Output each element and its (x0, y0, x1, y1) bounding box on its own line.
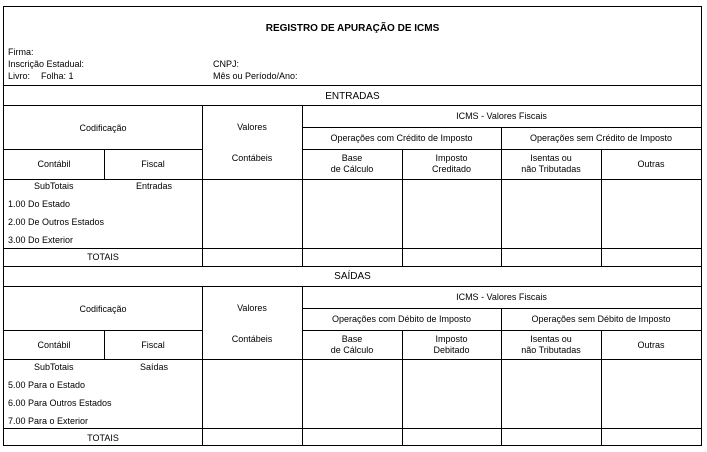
divider (4, 149, 202, 150)
imposto-creditado-header: Imposto Creditado (431, 153, 472, 174)
isentas-header: Isentas ou não Tributadas (521, 334, 581, 355)
subtotais-label: SubTotais (34, 181, 74, 191)
entradas-section-title: ENTRADAS (325, 91, 380, 102)
divider (501, 308, 502, 446)
operacoes-sem-debito-header: Operações sem Débito de Imposto (531, 314, 671, 324)
table-row: 6.00 Para Outros Estados (8, 398, 112, 408)
totais-label: TOTAIS (87, 433, 119, 443)
base-calculo-header: Base de Cálculo (330, 334, 374, 355)
valores-header: Valores (237, 122, 267, 132)
totais-label: TOTAIS (87, 252, 119, 262)
valores-header: Valores (237, 303, 267, 313)
divider (4, 330, 202, 331)
icms-register-form (3, 6, 702, 446)
table-row: 1.00 Do Estado (8, 199, 71, 209)
firma-label: Firma: (8, 47, 34, 57)
base-calculo-header: Base de Cálculo (330, 153, 374, 174)
saidas-section-title: SAÍDAS (334, 271, 371, 282)
cnpj-label: CNPJ: (213, 59, 240, 69)
contabeis-header: Contábeis (231, 153, 273, 163)
operacoes-sem-credito-header: Operações sem Crédito de Imposto (529, 133, 673, 143)
table-row: 2.00 De Outros Estados (8, 217, 105, 227)
form-title: REGISTRO DE APURAÇÃO DE ICMS (265, 23, 440, 34)
codificacao-header: Codificação (79, 304, 127, 314)
icms-valores-fiscais-header: ICMS - Valores Fiscais (456, 111, 547, 121)
folha-label: Folha: 1 (41, 71, 74, 81)
operacoes-com-credito-header: Operações com Crédito de Imposto (330, 133, 473, 143)
table-row: 7.00 Para o Exterior (8, 416, 89, 426)
divider (4, 428, 701, 429)
inscricao-estadual-label: Inscrição Estadual: (8, 59, 85, 69)
contabil-header: Contábil (37, 159, 71, 169)
saidas-label: Saídas (140, 362, 169, 372)
divider (4, 105, 701, 106)
codificacao-header: Codificação (79, 123, 127, 133)
divider (4, 286, 701, 287)
divider (4, 248, 701, 249)
outras-header: Outras (637, 340, 665, 350)
outras-header: Outras (637, 159, 665, 169)
contabeis-header: Contábeis (231, 334, 273, 344)
divider (4, 85, 701, 86)
operacoes-com-debito-header: Operações com Débito de Imposto (331, 314, 472, 324)
entradas-label: Entradas (136, 181, 173, 191)
contabil-header: Contábil (37, 340, 71, 350)
subtotais-label: SubTotais (34, 362, 74, 372)
divider (302, 330, 701, 331)
table-row: 3.00 Do Exterior (8, 235, 74, 245)
divider (4, 179, 701, 180)
periodo-label: Mês ou Período/Ano: (213, 71, 298, 81)
imposto-debitado-header: Imposto Debitado (433, 334, 470, 355)
divider (4, 266, 701, 267)
table-row: 5.00 Para o Estado (8, 380, 86, 390)
livro-label: Livro: (8, 71, 31, 81)
divider (302, 105, 303, 266)
divider (302, 149, 701, 150)
icms-valores-fiscais-header: ICMS - Valores Fiscais (456, 292, 547, 302)
divider (501, 127, 502, 266)
fiscal-header: Fiscal (141, 159, 165, 169)
fiscal-header: Fiscal (141, 340, 165, 350)
isentas-header: Isentas ou não Tributadas (521, 153, 581, 174)
divider (4, 359, 701, 360)
divider (302, 286, 303, 446)
